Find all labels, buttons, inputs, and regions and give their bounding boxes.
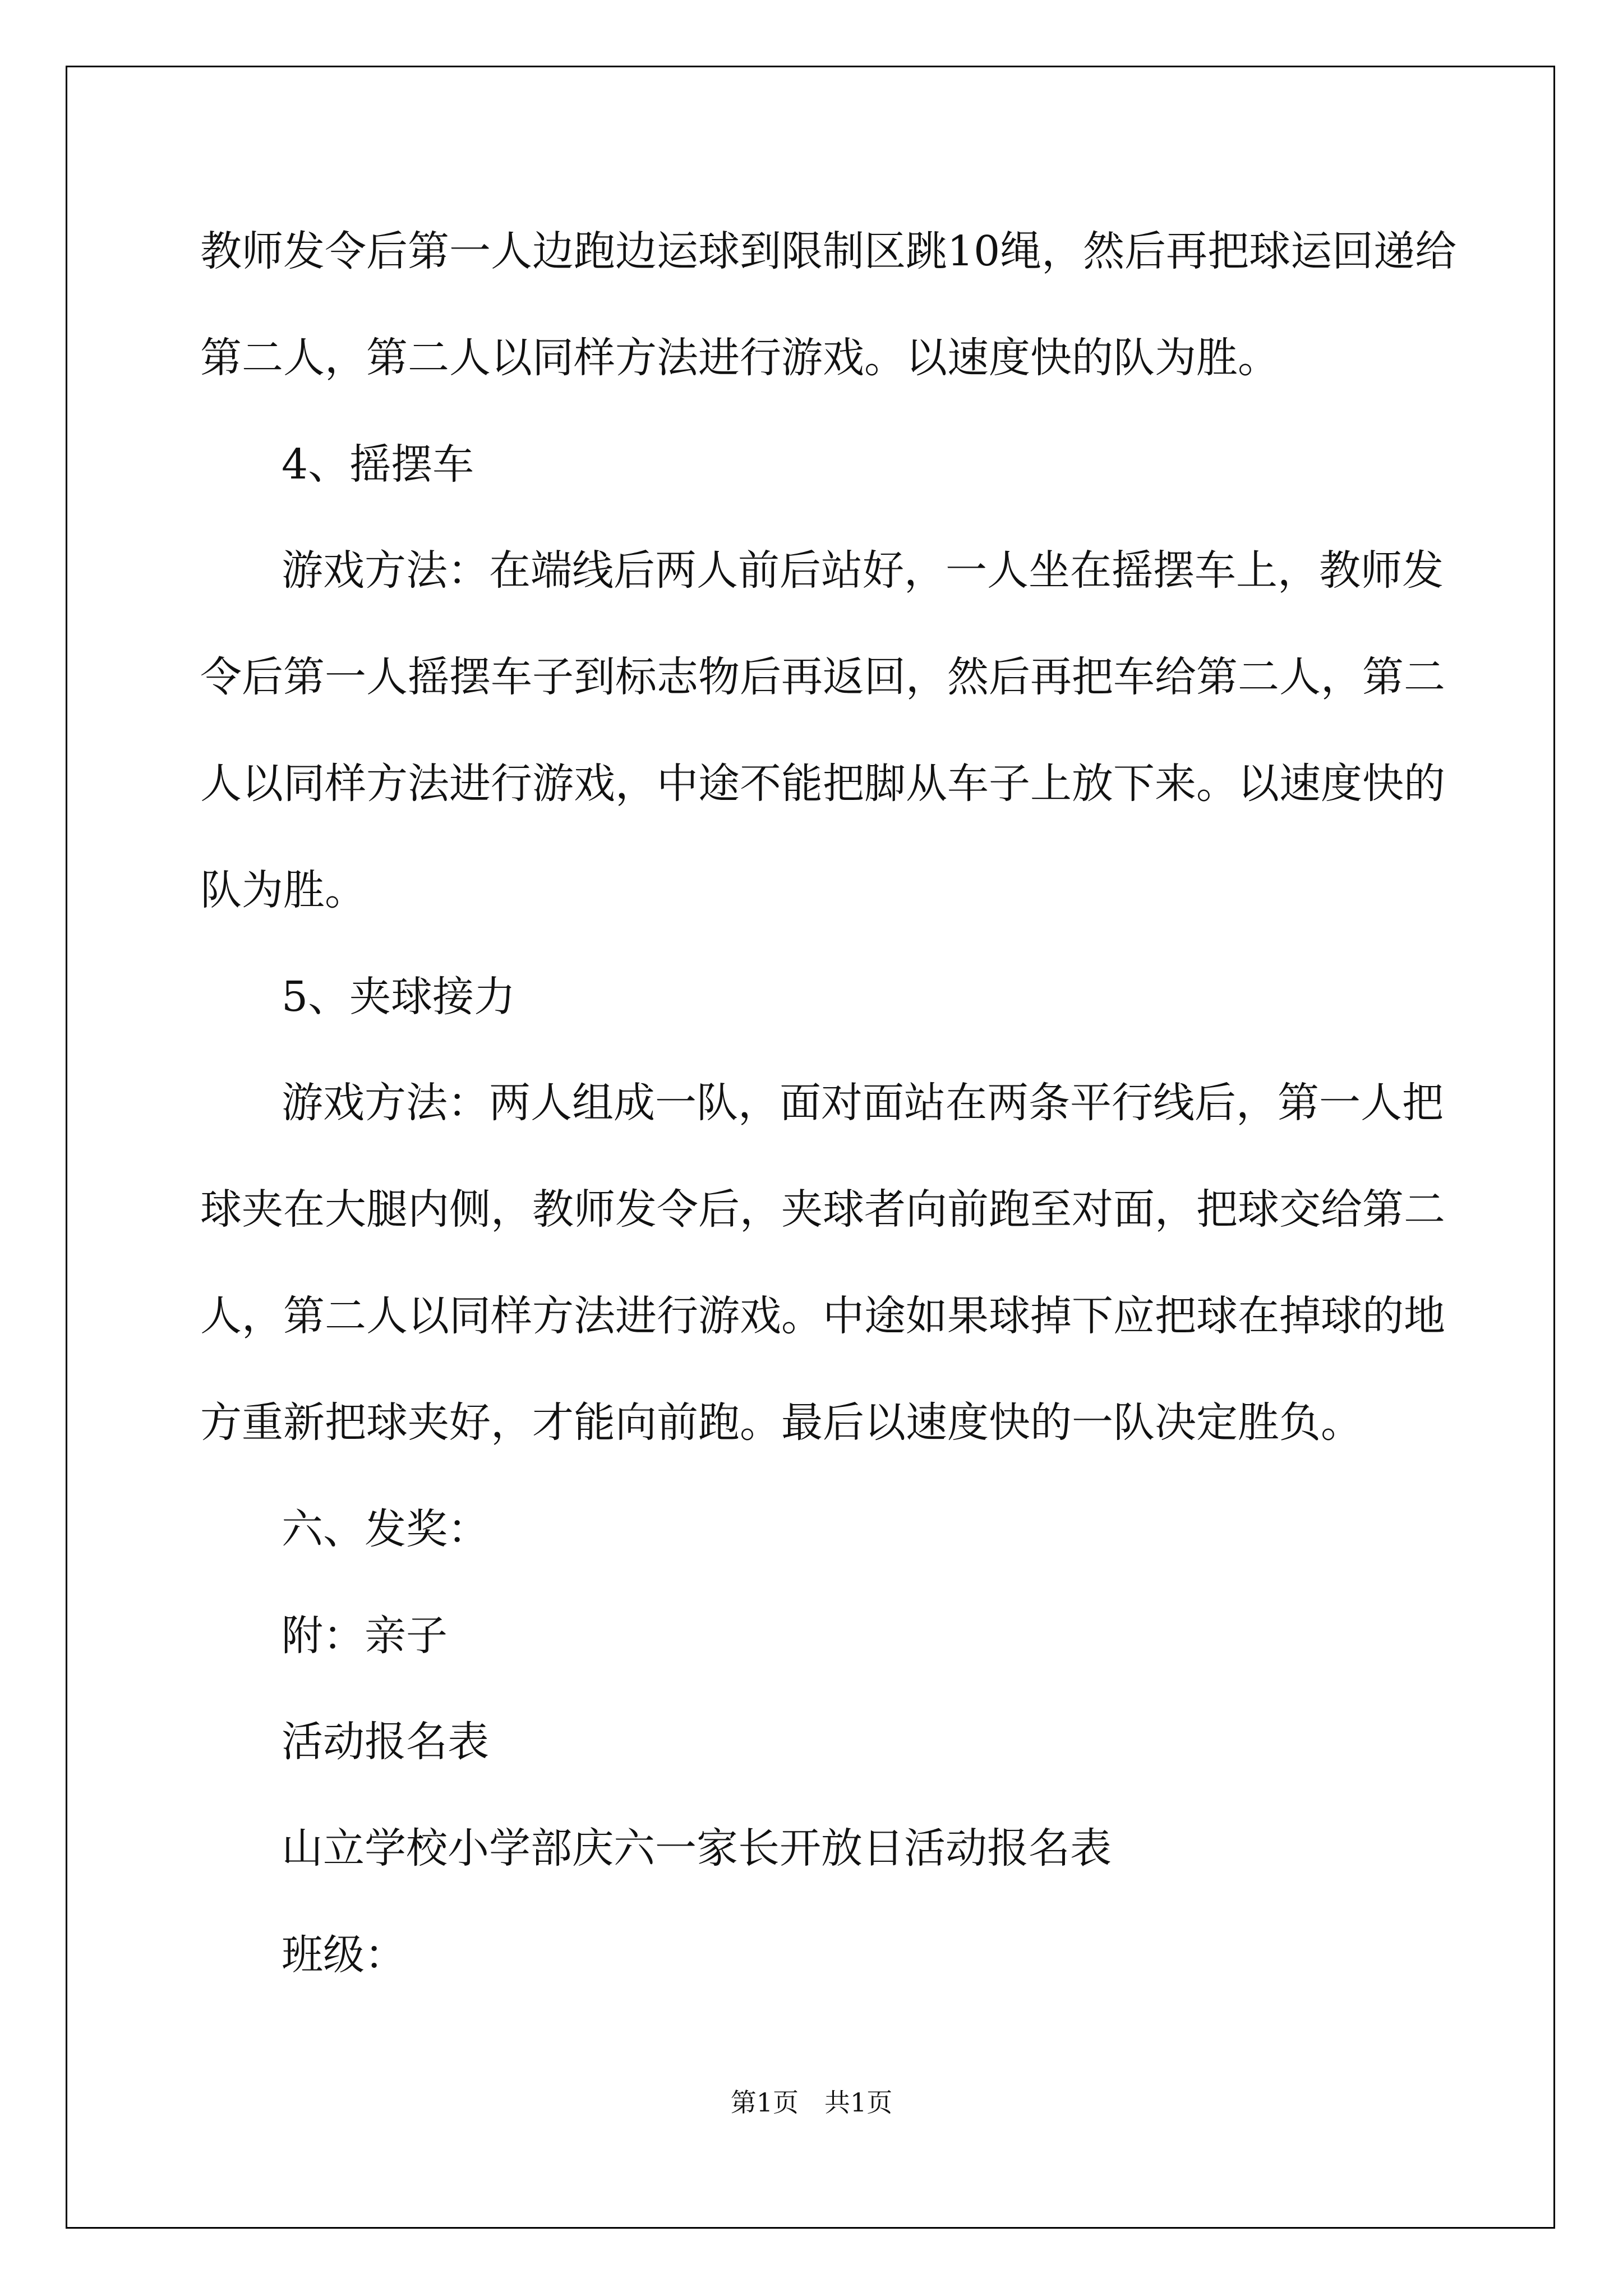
paragraph-line: 队为胜。: [200, 866, 366, 914]
page-border: [66, 66, 1555, 2229]
paragraph-line: 人，第二人以同样方法进行游戏。中途如果球掉下应把球在掉球的地: [200, 1292, 1445, 1340]
form-title: 山立学校小学部庆六一家长开放日活动报名表: [282, 1824, 1112, 1872]
paragraph-line: 第二人，第二人以同样方法进行游戏。以速度快的队为胜。: [200, 334, 1279, 382]
attachment-label: 附：亲子: [282, 1612, 448, 1660]
section-heading: 5、夹球接力: [282, 973, 516, 1021]
paragraph-line: 令后第一人摇摆车子到标志物后再返回，然后再把车给第二人，第二: [200, 653, 1445, 701]
total-pages: 共1页: [824, 2087, 893, 2118]
section-heading: 4、摇摆车: [282, 440, 474, 489]
current-page-number: 第1页: [730, 2087, 799, 2118]
paragraph-line: 游戏方法：在端线后两人前后站好，一人坐在摇摆车上，教师发: [282, 546, 1444, 595]
paragraph-line: 教师发令后第一人边跑边运球到限制区跳10绳，然后再把球运回递给: [200, 227, 1457, 275]
form-title-short: 活动报名表: [282, 1718, 489, 1766]
paragraph-line: 人以同样方法进行游戏，中途不能把脚从车子上放下来。以速度快的: [200, 760, 1445, 808]
page-footer: [0, 2086, 1623, 2119]
section-heading: 六、发奖：: [282, 1505, 489, 1553]
paragraph-line: 方重新把球夹好，才能向前跑。最后以速度快的一队决定胜负。: [200, 1398, 1362, 1447]
class-label: 班级：: [282, 1931, 406, 1979]
paragraph-line: 球夹在大腿内侧，教师发令后，夹球者向前跑至对面，把球交给第二: [200, 1185, 1445, 1234]
paragraph-line: 游戏方法：两人组成一队，面对面站在两条平行线后，第一人把: [282, 1079, 1444, 1127]
